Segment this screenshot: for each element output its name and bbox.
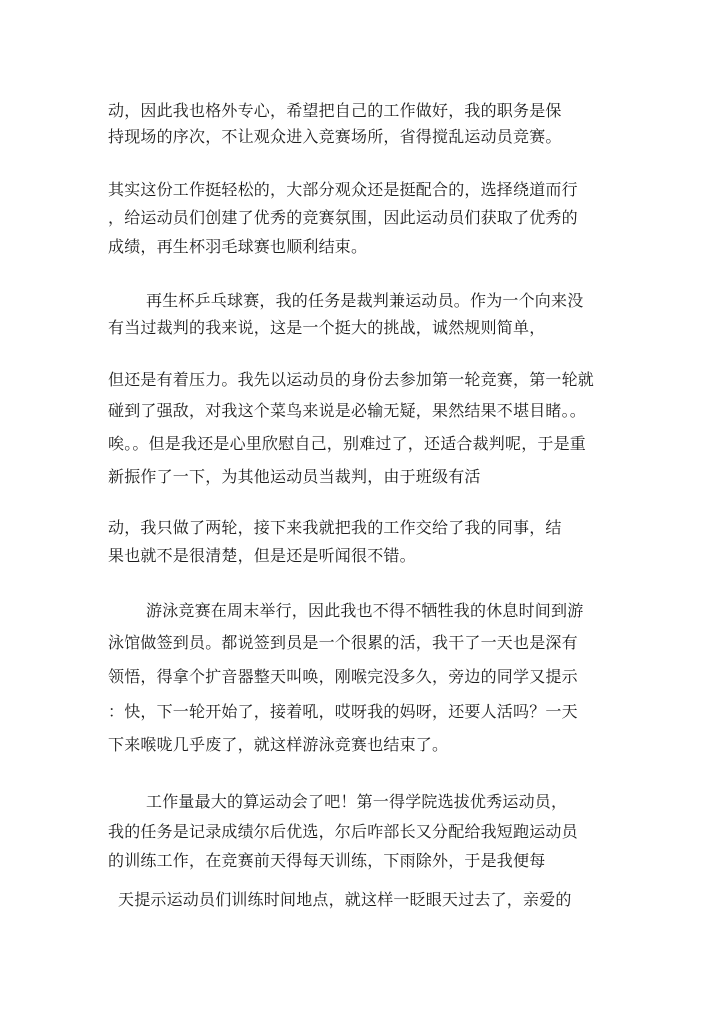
text-line: 果也就不是很清楚，但是还是听闻很不错。 xyxy=(108,546,416,565)
text-line: 游泳竞赛在周末举行，因此我也不得不牺牲我的休息时间到游 xyxy=(146,601,584,620)
text-line: 领悟，得拿个扩音器整天叫唤，刚喉完没多久，旁边的同学又提示 xyxy=(108,667,578,686)
text-line: ，给运动员们创建了优秀的竞赛氛围，因此运动员们获取了优秀的 xyxy=(108,208,578,227)
text-line: ：快，下一轮开始了，接着吼，哎呀我的妈呀，还要人活吗？一天 xyxy=(108,702,578,721)
text-line: 唉。。但是我还是心里欣慰自己，别难过了，还适合裁判呢，于是重 xyxy=(108,434,587,453)
text-line: 天提示运动员们训练时间地点，就这样一眨眼天过去了，亲爱的 xyxy=(118,890,572,909)
text-line: 新振作了一下，为其他运动员当裁判，由于班级有活 xyxy=(108,467,481,486)
text-line: 但还是有着压力。我先以运动员的身份去参加第一轮竞赛，第一轮就 xyxy=(108,370,595,389)
text-line: 碰到了强敌，对我这个菜鸟来说是必输无疑，果然结果不堪目睹。。 xyxy=(108,401,587,420)
text-line: 的训练工作，在竞赛前天得每天训练，下雨除外，于是我便每 xyxy=(108,851,546,870)
text-line: 动，我只做了两轮，接下来我就把我的工作交给了我的同事，结 xyxy=(108,518,562,537)
text-line: 成绩，再生杯羽毛球赛也顺利结束。 xyxy=(108,237,368,256)
text-line: 有当过裁判的我来说，这是一个挺大的挑战，诚然规则简单， xyxy=(108,318,546,337)
text-line: 其实这份工作挺轻松的，大部分观众还是挺配合的，选择绕道而行 xyxy=(108,180,578,199)
text-line: 下来喉咙几乎废了，就这样游泳竞赛也结束了。 xyxy=(108,735,449,754)
text-line: 再生杯乒乓球赛，我的任务是裁判兼运动员。作为一个向来没 xyxy=(146,291,584,310)
text-line: 工作量最大的算运动会了吧！第一得学院选拔优秀运动员， xyxy=(146,792,568,811)
text-line: 持现场的序次，不让观众进入竞赛场所，省得搅乱运动员竞赛。 xyxy=(108,127,562,146)
text-line: 泳馆做签到员。都说签到员是一个很累的活，我干了一天也是深有 xyxy=(108,633,578,652)
text-line: 我的任务是记录成绩尔后优选，尔后咋部长又分配给我短跑运动员 xyxy=(108,822,578,841)
text-line: 动，因此我也格外专心，希望把自己的工作做好，我的职务是保 xyxy=(108,101,562,120)
